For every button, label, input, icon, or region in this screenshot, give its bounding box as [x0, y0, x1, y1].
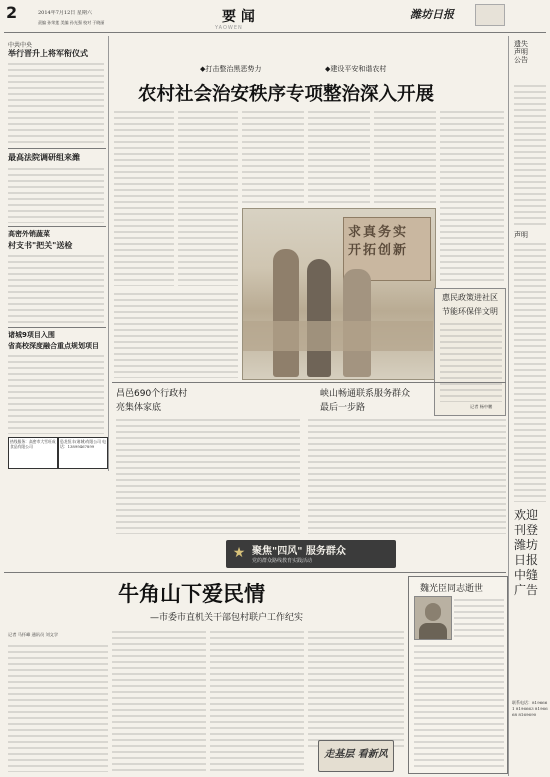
right-ad-contact: 联系电话：8196661 8196663 8196668 8169690: [512, 700, 548, 717]
main-article-col-1b: [114, 290, 238, 378]
left-kicker-4: 诸城9项目入围: [8, 331, 55, 339]
photo-person-2: [307, 259, 331, 377]
bottom-article-col-3: [210, 628, 304, 772]
portrait-head: [425, 603, 441, 621]
main-article-col-1: [114, 108, 174, 286]
left-headline-4: 省高校深度融合重点规划项目: [8, 342, 99, 350]
sidebar-subtitle: 节能环保伴文明: [442, 307, 498, 316]
left-article-1: [8, 60, 104, 144]
bottom-article-col-2: [112, 628, 206, 772]
left-divider-3: [8, 327, 106, 328]
sidebar-credit: 记者 杨中鹏: [470, 404, 493, 409]
column-rule-right: [508, 36, 509, 776]
subhead-right: ◆建设平安和谐农村: [325, 65, 387, 73]
lower-b-article: [308, 416, 506, 534]
banner-star-icon: ★: [232, 545, 246, 561]
left-kicker-1: 中共中央: [8, 42, 33, 49]
bottom-headline: 牛角山下爱民情: [118, 581, 265, 606]
left-divider-2: [8, 226, 106, 227]
section-pinyin: YAOWEN: [215, 25, 243, 31]
main-article-col-5: [374, 108, 436, 204]
bottom-subheadline: —市委市直机关干部包村联户工作纪实: [150, 613, 304, 623]
main-article-col-3: [242, 108, 304, 204]
main-headline: 农村社会治安秩序专项整治深入开展: [138, 84, 435, 105]
subhead-left: ◆打击整治黑恶势力: [200, 65, 262, 73]
sidebar-article: [440, 320, 502, 402]
column-rule-left: [108, 36, 109, 471]
left-headline-2: 最高法院调研组来潍: [8, 153, 80, 162]
bottom-rule: [4, 572, 506, 573]
left-headline-1: 举行晋升上将军衔仪式: [8, 49, 88, 58]
left-ad-text-2: 恐龙恒丰(诸城)有限公司 电话：13899467899: [60, 439, 106, 449]
left-ad-box-1: [8, 437, 58, 469]
sidebar-title: 惠民政策进社区: [442, 293, 498, 302]
lower-rule: [112, 382, 506, 383]
issue-date: 2014年7月12日 星期六: [38, 10, 92, 16]
photo-person-1: [273, 249, 299, 377]
page-number: 2: [6, 3, 18, 22]
bottom-article-col-1: [8, 642, 108, 772]
lower-b-headline-1: 峡山畅通联系服务群众: [320, 389, 411, 399]
main-article-col-4: [308, 108, 370, 204]
lower-b-headline-2: 最后一步路: [320, 403, 366, 413]
left-kicker-3: 高密外销蔬菜: [8, 230, 50, 238]
left-article-3: [8, 252, 104, 324]
obituary-title: 魏光臣同志逝世: [420, 584, 484, 594]
obituary-portrait: [414, 596, 452, 640]
main-article-col-2: [178, 108, 238, 286]
feature-stamp: [318, 740, 394, 772]
banner-subtitle: 党的群众路线教育实践活动: [252, 558, 313, 564]
editor-credits: 责编 孙荣莲 美编 孙光强 校对 于晓丽: [38, 20, 105, 25]
bottom-author-line: 记者 马怀峰 通讯员 刘文学: [8, 632, 59, 637]
left-headline-3: 村支书"把关"送检: [8, 241, 73, 250]
left-ad-text-1: 热线服务：高密市大雪旺成食品有限公司: [10, 439, 56, 449]
right-title-2: 声明: [514, 231, 528, 239]
feature-stamp-text: 走基层 看新风: [324, 749, 388, 760]
left-ad-box-2: [58, 437, 108, 469]
bottom-article-col-4: [308, 628, 404, 748]
obituary-text-b: [414, 642, 504, 768]
portrait-shoulders: [419, 623, 447, 639]
right-notices-2: [514, 240, 546, 502]
left-divider-1: [8, 148, 106, 149]
campaign-banner: [226, 540, 396, 568]
photo-sign-text: 求真务实 开拓创新: [348, 225, 409, 258]
paper-name: 潍坊日报: [410, 8, 454, 21]
lower-a-article: [116, 416, 300, 534]
right-title-1: 遗失声明公告: [514, 40, 528, 64]
banner-title: 聚焦"四风" 服务群众: [252, 546, 346, 557]
lower-a-headline-2: 亮集体家底: [116, 403, 162, 413]
left-article-2: [8, 165, 104, 223]
paper-logo-icon: [475, 4, 505, 26]
main-article-col-6: [440, 108, 504, 283]
left-article-4: [8, 352, 104, 434]
right-ad-title: 欢迎刊登潍坊日报中缝广告: [514, 508, 539, 597]
right-notices-1: [514, 82, 546, 226]
header-rule: [4, 32, 546, 33]
photo-counter: [243, 321, 433, 351]
lower-a-headline-1: 昌邑690个行政村: [116, 389, 188, 399]
main-news-photo: [242, 208, 436, 380]
obituary-text-a: [454, 596, 504, 640]
section-title: 要 闻: [222, 9, 255, 25]
